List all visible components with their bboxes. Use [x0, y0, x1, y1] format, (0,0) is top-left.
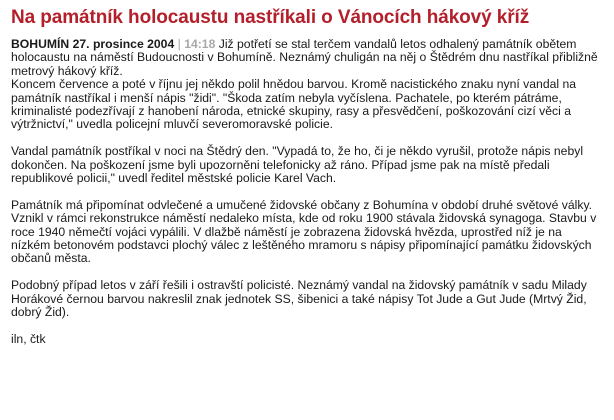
meta-separator: | — [177, 37, 181, 51]
article-paragraph: Koncem července a poté v říjnu jej někdo polil hnědou barvou. Kromě nacistického znaku nyní vandal na památník nastříkal i menší nápis "židi". "Škoda zatím nebyla vyčíslena. Pachatele, po kterém pátráme, kriminalisté podezřívají z hanobení národa, etnické skupiny, rasy a přesvědčení, poškozování cizí věci a výtržnictví," uvedla policejní mluvčí severomoravské policie. — [11, 77, 577, 132]
article-paragraph: Vandal památník postříkal v noci na Štědrý den. "Vypadá to, že ho, či je někdo vyrušil, protože nápis nebyl dokončen. Na poškození jsme byli upozorněni telefonicky až ráno. Případ jsme pak na místě předali republikové policii," uvedl ředitel městské policie Karel Vach. — [11, 144, 584, 186]
article-paragraph: Památník má připomínat odvlečené a umučené židovské občany z Bohumína v období druhé světové války. Vznikl v rámci rekonstrukce náměstí nedaleko místa, kde od roku 1900 stávala židovská synagoga. Stavbu v roce 1940 němečtí vojáci vypálili. V dlažbě náměstí je zobrazena židovská hvězda, uprostřed níž je na nízkém betonovém podstavci plochý válec z leštěného mramoru s nápisy připomínající památku židovských občanů města. — [11, 197, 597, 266]
article-body — [11, 38, 604, 346]
article-paragraph: Podobný případ letos v září řešili i ostravští policisté. Neznámý vandal na židovský památník v sadu Milady Horákové černou barvou nakreslil znak jednotek SS, šibenici a také nápisy Tot Jude a Gut Jude (Mrtvý Žid, dobrý Žid). — [11, 278, 587, 320]
author-signature: iln, čtk — [11, 331, 46, 346]
article-headline: Na památník holocaustu nastříkali o Vánocích hákový kříž — [11, 7, 530, 28]
lead-text: Již potřetí se stal terčem vandalů letos odhalený památník obětem holocaustu na náměstí Budoucnosti v Bohumíně. Neznámý chuligán na něj o Štědrém dnu nastříkal přibližně metrový hákový kříž. — [11, 37, 598, 78]
article-lead-paragraph — [11, 38, 604, 78]
publish-time: 14:18 — [184, 37, 216, 51]
dateline: BOHUMÍN 27. prosince 2004 — [11, 37, 175, 51]
